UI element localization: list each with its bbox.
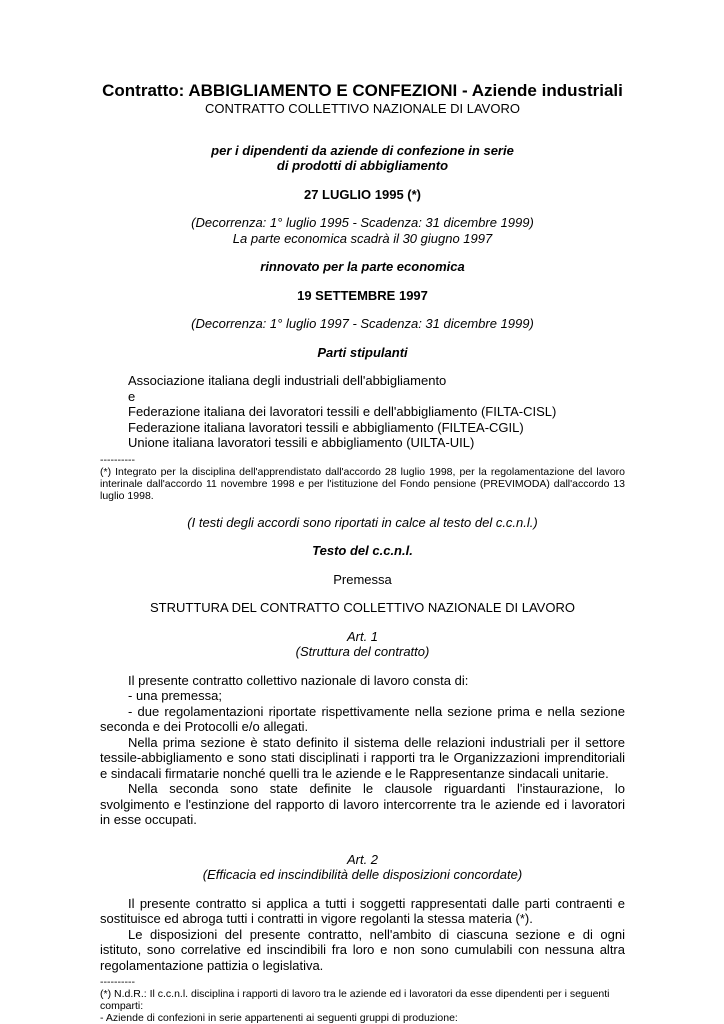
- premessa-heading: Premessa: [333, 571, 392, 587]
- party-item: Unione italiana lavoratori tessili e abbigliamento (UILTA-UIL): [128, 435, 475, 450]
- party-item: Federazione italiana lavoratori tessili e abbigliamento (FILTEA-CGIL): [128, 419, 524, 435]
- footnote-divider: ----------: [100, 453, 135, 466]
- struttura-heading: STRUTTURA DEL CONTRATTO COLLETTIVO NAZIONALE DI LAVORO: [150, 600, 575, 615]
- art1-paragraph: Nella prima sezione è stato definito il sistema delle relazioni industriali per il settore tessile-abbigliamento e sono stati disciplinati i rapporti tra le Organizzazioni imprenditoriali e sindacali firmatarie nonché quelli tra le aziende e le Rappresentanze sindacali unitarie.: [100, 734, 625, 781]
- contract-date-1995: 27 LUGLIO 1995 (*): [303, 186, 422, 202]
- parties-list: [128, 373, 625, 451]
- art2-body: [100, 896, 625, 974]
- party-item: Federazione italiana dei lavoratori tessili e dell'abbigliamento (FILTA-CISL): [128, 404, 557, 419]
- economic-expiry-note: La parte economica scadrà il 30 giugno 1997: [232, 230, 493, 246]
- validity-1995: (Decorrenza: 1° luglio 1995 - Scadenza: 31 dicembre 1999): [191, 215, 534, 230]
- art2-paragraph: Il presente contratto si applica a tutti i soggetti rappresentati dalle parti contraenti e sostituisce ed abroga tutti i contratti in vigore regolanti la stessa materia (*).: [100, 895, 625, 926]
- party-item: Associazione italiana degli industriali dell'abbigliamento: [128, 373, 447, 388]
- art1-number: Art. 1: [346, 628, 379, 644]
- footnote-ndr-line: (*) N.d.R.: Il c.c.n.l. disciplina i rapporti di lavoro tra le aziende ed i lavoratori da esse dipendenti per i seguenti comparti:: [100, 988, 610, 1012]
- art1-paragraph: Il presente contratto collettivo nazionale di lavoro consta di:: [128, 672, 469, 688]
- footnote-ndr-line: - Aziende di confezioni in serie appartenenti ai seguenti gruppi di produzione:: [100, 1012, 458, 1024]
- art1-paragraph: Nella seconda sono state definite le clausole riguardanti l'instaurazione, lo svolgimento e l'estinzione del rapporto di lavoro intercorrente tra le aziende ed i lavoratori in esse occupati.: [100, 781, 625, 827]
- art1-title: (Struttura del contratto): [295, 644, 430, 659]
- recipients-line-1: per i dipendenti da aziende di confezione in serie: [211, 142, 514, 158]
- art1-body: [100, 673, 625, 828]
- accordi-note: (I testi degli accordi sono riportati in calce al testo del c.c.n.l.): [187, 514, 538, 530]
- art2-number: Art. 2: [346, 851, 379, 867]
- art1-paragraph: - una premessa;: [128, 688, 222, 703]
- document-title: Contratto: ABBIGLIAMENTO E CONFEZIONI - Aziende industriali: [102, 81, 623, 100]
- art2-paragraph: Le disposizioni del presente contratto, nell'ambito di ciascuna sezione e di ogni istituto, sono correlative ed inscindibili fra loro e non sono cumulabili con nessuna altra regolamentazione pattizia o legislativa.: [100, 926, 625, 973]
- art2-title: (Efficacia ed inscindibilità delle disposizioni concordate): [202, 867, 523, 882]
- footnote-divider: ----------: [100, 976, 135, 988]
- contract-date-1997: 19 SETTEMBRE 1997: [297, 287, 428, 303]
- party-item: e: [128, 388, 136, 404]
- document-subtitle: CONTRATTO COLLETTIVO NAZIONALE DI LAVORO: [205, 101, 520, 116]
- testo-ccnl-heading: Testo del c.c.n.l.: [312, 543, 413, 558]
- parties-heading: Parti stipulanti: [317, 344, 408, 360]
- recipients-line-2: di prodotti di abbigliamento: [276, 158, 449, 173]
- validity-1997: (Decorrenza: 1° luglio 1997 - Scadenza: 31 dicembre 1999): [191, 316, 534, 331]
- footnote-apprendistato: (*) Integrato per la disciplina dell'apprendistato dall'accordo 28 luglio 1998, per la regolamentazione del lavoro interinale dall'accordo 11 novembre 1998 e per l'istituzione del Fondo pensione (PREVIMODA) dall'accordo 13 luglio 1998.: [100, 465, 625, 502]
- renewal-note: rinnovato per la parte economica: [260, 259, 465, 274]
- art1-paragraph: - due regolamentazioni riportate rispettivamente nella sezione prima e nella sezione seconda e dei Protocolli e/o allegati.: [100, 703, 625, 734]
